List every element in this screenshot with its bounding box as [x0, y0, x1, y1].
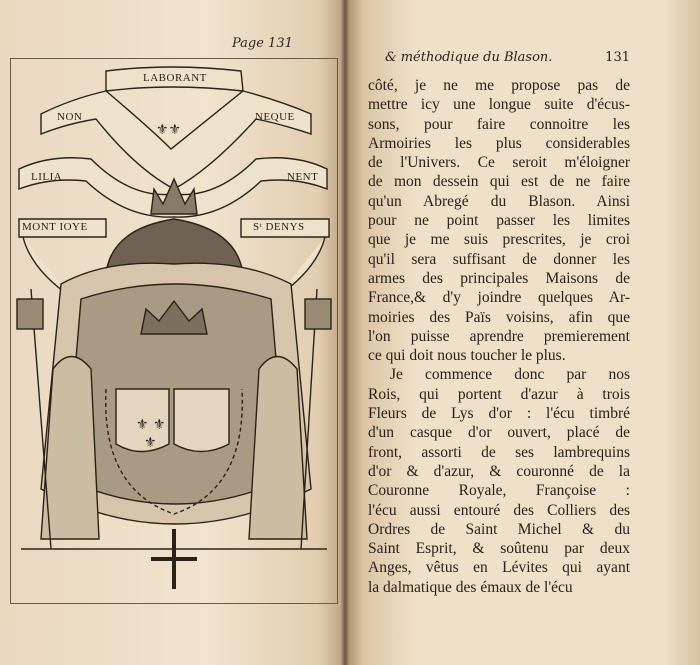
text-line: Je commence donc par nos: [390, 366, 630, 384]
text-line: Fleurs de Lys d'or : l'écu timbré: [368, 405, 630, 423]
text-line: de l'Univers. Ce seroit m'éloigner: [368, 154, 630, 172]
text-line: armes des principales Maisons de: [368, 269, 630, 287]
text-line: que je me suis prescrites, je croi: [368, 231, 630, 249]
text-line: Saint Esprit, & soûtenu par deux: [368, 540, 630, 558]
body-text: [368, 76, 630, 597]
text-line: d'or & d'azur, & couronné de la: [368, 462, 630, 480]
banner-non: NON: [57, 111, 83, 123]
text-line: l'écu aussi entouré des Colliers des: [368, 501, 630, 519]
page-number: 131: [605, 50, 630, 65]
crown-top: [151, 179, 197, 214]
banner-neque: NEQUE: [255, 111, 295, 123]
text-line: Anges, vêtus en Lévites qui ayant: [368, 559, 630, 577]
fleur-de-lis-icon: ⚜ ⚜: [136, 417, 166, 433]
order-cross: [151, 529, 197, 589]
text-line: ce qui doit nous toucher le plus.: [368, 347, 566, 365]
pennant-left: [17, 299, 43, 329]
text-line: côté, je ne me propose pas de: [368, 77, 630, 94]
text-line: moiries des Païs voisins, afin que: [368, 308, 630, 326]
text-line: Armoiries les plus considerables: [368, 134, 630, 152]
engraving-plate: [10, 58, 338, 604]
banner-nent: NENT: [287, 171, 319, 183]
text-line: la dalmatique des émaux de l'écu: [368, 578, 573, 596]
pennant-right: [305, 299, 331, 329]
text-line: qu'un Abregé du Blason. Ainsi: [368, 192, 630, 210]
fleur-de-lis-icon: ⚜: [144, 435, 157, 451]
royal-arms-engraving: [11, 59, 337, 603]
text-line: sons, pour faire connoitre les: [368, 115, 630, 133]
text-line: de mon dessein qui est de ne faire: [368, 173, 630, 191]
angel-right: [249, 357, 307, 540]
text-line: pour ne point passer les limites: [368, 212, 630, 230]
text-line: Ordres de Saint Michel & du: [368, 520, 630, 538]
text-line: l'on puisse aprendre premierement: [368, 327, 630, 345]
motto-mont-ioye: MONT IOYE: [22, 221, 88, 233]
left-page: [0, 0, 346, 665]
running-head-title: & méthodique du Blason.: [385, 50, 553, 65]
text-line: d'un casque d'or ouvert, placé de: [368, 424, 630, 442]
running-head: [385, 50, 630, 65]
fleur-de-lis-icon: ⚜⚜: [156, 122, 182, 138]
shield-right: [174, 389, 229, 452]
page-label: Page 131: [232, 36, 293, 51]
text-line: mettre icy une longue suite d'écus-: [368, 96, 630, 114]
text-line: France,& d'y joindre quelques Ar-: [368, 289, 630, 307]
banner-laborant: LABORANT: [143, 72, 207, 84]
angel-left: [41, 357, 99, 540]
book-gutter: [340, 0, 350, 665]
text-line: Rois, qui portent d'azur à trois: [368, 385, 630, 403]
text-line: front, assorti de ses lambrequins: [368, 443, 630, 461]
banner-lilia: LILIA: [31, 171, 63, 183]
motto-st-denys: Sᵗ DENYS: [253, 221, 305, 233]
text-line: Couronne Royale, Françoise :: [368, 482, 630, 500]
text-line: qu'il sera suffisant de donner les: [368, 250, 630, 268]
